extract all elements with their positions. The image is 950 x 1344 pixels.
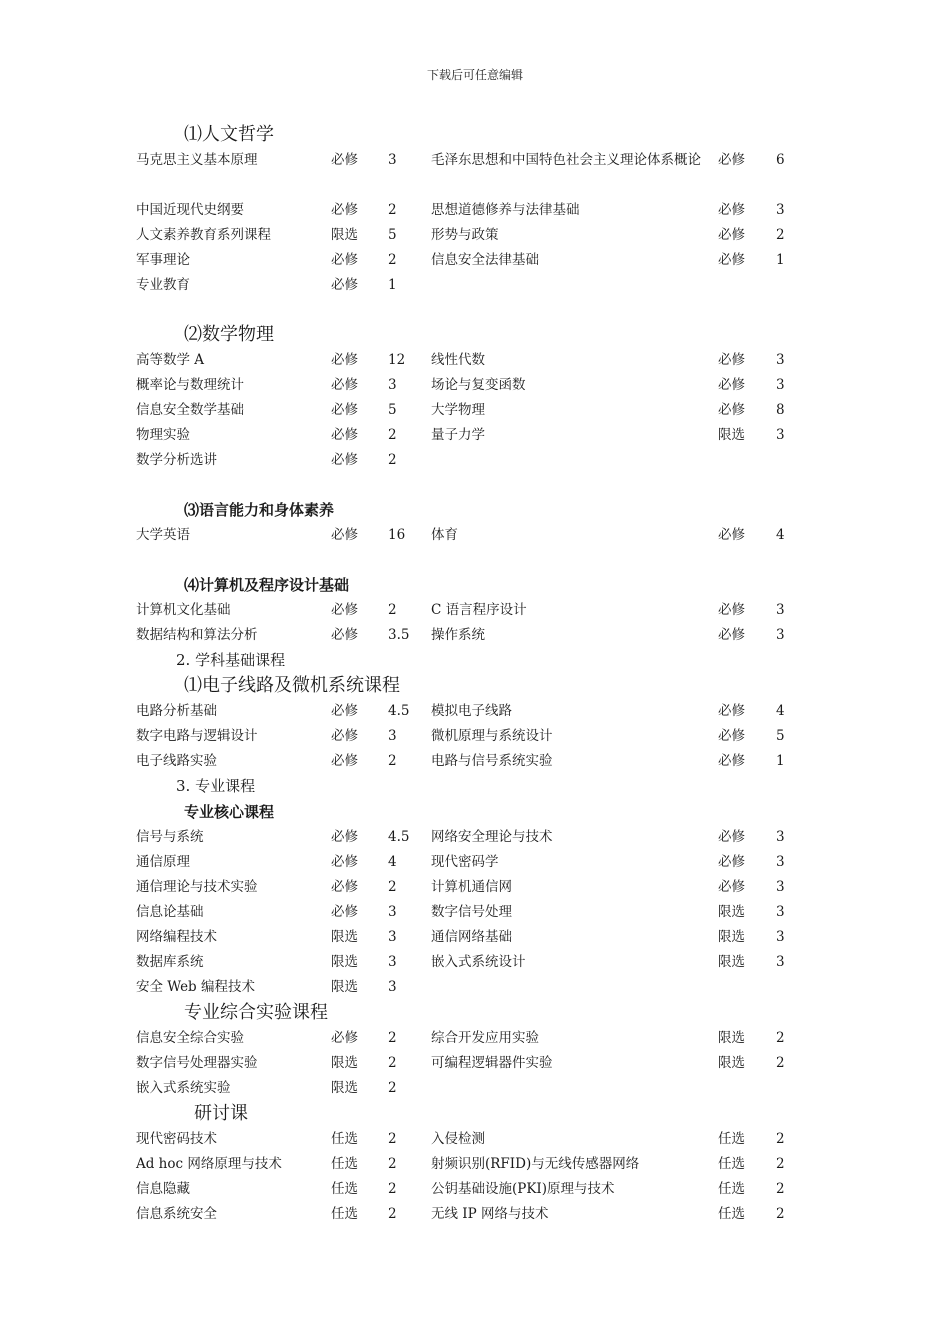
course-type: 限选 <box>331 1080 358 1096</box>
course-type: 必修 <box>718 728 745 744</box>
course-credits: 4 <box>776 527 785 543</box>
course-name: 信息系统安全 <box>136 1206 217 1222</box>
course-type: 必修 <box>718 602 745 618</box>
subsection-heading: ⑶语言能力和身体素养 <box>184 501 335 519</box>
course-credits: 2 <box>388 427 397 443</box>
course-type: 必修 <box>331 602 358 618</box>
course-name: 概率论与数理统计 <box>136 377 244 393</box>
course-type: 必修 <box>718 402 745 418</box>
course-credits: 3 <box>776 879 785 895</box>
course-credits: 3 <box>776 627 785 643</box>
course-type: 必修 <box>331 854 358 870</box>
course-type: 必修 <box>331 452 358 468</box>
course-name: 思想道德修养与法律基础 <box>431 202 580 218</box>
course-name: 现代密码技术 <box>136 1131 217 1147</box>
course-list <box>136 122 816 1227</box>
course-credits: 3 <box>388 728 397 744</box>
course-credits: 2 <box>776 1206 785 1222</box>
course-credits: 3 <box>776 427 785 443</box>
course-credits: 2 <box>388 452 397 468</box>
course-name: 安全 Web 编程技术 <box>136 979 255 995</box>
course-name: 无线 IP 网络与技术 <box>431 1206 549 1222</box>
course-name: 线性代数 <box>431 352 485 368</box>
course-type: 任选 <box>718 1206 745 1222</box>
course-credits: 2 <box>388 1080 397 1096</box>
course-name: 嵌入式系统实验 <box>136 1080 231 1096</box>
course-row <box>136 749 816 774</box>
course-name: 专业教育 <box>136 277 190 293</box>
course-name: 中国近现代史纲要 <box>136 202 244 218</box>
section-gap <box>136 473 816 497</box>
course-name: 信息隐藏 <box>136 1181 190 1197</box>
course-type: 必修 <box>718 829 745 845</box>
course-credits: 3 <box>388 904 397 920</box>
course-type: 必修 <box>331 703 358 719</box>
course-type: 必修 <box>718 202 745 218</box>
subsection-heading: ⑷计算机及程序设计基础 <box>184 576 350 594</box>
course-credits: 3 <box>776 202 785 218</box>
course-credits: 3 <box>776 854 785 870</box>
course-name: 可编程逻辑器件实验 <box>431 1055 553 1071</box>
course-row <box>136 248 816 273</box>
course-credits: 2 <box>388 1181 397 1197</box>
course-credits: 3.5 <box>388 627 410 643</box>
course-type: 任选 <box>331 1181 358 1197</box>
course-type: 必修 <box>718 352 745 368</box>
section-heading: 3. 专业课程 <box>176 777 256 795</box>
course-type: 必修 <box>718 753 745 769</box>
subsection-heading: 专业综合实验课程 <box>184 1002 328 1023</box>
course-credits: 2 <box>776 1030 785 1046</box>
course-row <box>136 448 816 473</box>
course-type: 必修 <box>331 728 358 744</box>
course-credits: 6 <box>776 152 785 168</box>
course-name: 计算机通信网 <box>431 879 512 895</box>
course-type: 限选 <box>718 427 745 443</box>
course-name: 人文素养教育系列课程 <box>136 227 271 243</box>
course-name: 物理实验 <box>136 427 190 443</box>
course-credits: 5 <box>776 728 785 744</box>
course-row <box>136 148 816 198</box>
course-name: 通信理论与技术实验 <box>136 879 258 895</box>
course-name: 数字电路与逻辑设计 <box>136 728 258 744</box>
course-type: 必修 <box>331 427 358 443</box>
course-credits: 3 <box>388 979 397 995</box>
course-name: 数学分析选讲 <box>136 452 217 468</box>
course-type: 任选 <box>718 1181 745 1197</box>
course-type: 限选 <box>331 954 358 970</box>
course-type: 限选 <box>718 954 745 970</box>
course-type: 必修 <box>331 202 358 218</box>
course-type: 限选 <box>718 929 745 945</box>
course-type: 任选 <box>718 1131 745 1147</box>
course-credits: 8 <box>776 402 785 418</box>
course-name: 微机原理与系统设计 <box>431 728 553 744</box>
course-name: 通信原理 <box>136 854 190 870</box>
subsection-heading: 专业核心课程 <box>184 803 275 821</box>
course-type: 任选 <box>718 1156 745 1172</box>
course-credits: 3 <box>776 602 785 618</box>
course-credits: 2 <box>388 252 397 268</box>
course-name: 嵌入式系统设计 <box>431 954 526 970</box>
course-credits: 5 <box>388 402 397 418</box>
course-credits: 2 <box>388 602 397 618</box>
course-row <box>136 950 816 975</box>
course-type: 任选 <box>331 1156 358 1172</box>
course-name: 马克思主义基本原理 <box>136 152 258 168</box>
course-credits: 1 <box>388 277 397 293</box>
course-credits: 2 <box>776 1156 785 1172</box>
course-credits: 3 <box>776 377 785 393</box>
course-credits: 3 <box>776 352 785 368</box>
course-name: 现代密码学 <box>431 854 499 870</box>
course-row <box>136 1051 816 1076</box>
course-name: 场论与复变函数 <box>431 377 526 393</box>
course-credits: 2 <box>776 1055 785 1071</box>
course-row <box>136 423 816 448</box>
course-credits: 2 <box>388 1030 397 1046</box>
course-name: 量子力学 <box>431 427 485 443</box>
course-row <box>136 1202 816 1227</box>
course-name: 体育 <box>431 527 458 543</box>
course-credits: 12 <box>388 352 406 368</box>
course-row <box>136 724 816 749</box>
subsection-heading: ⑴人文哲学 <box>184 124 274 145</box>
course-credits: 3 <box>776 954 785 970</box>
course-credits: 2 <box>776 1181 785 1197</box>
course-type: 必修 <box>718 703 745 719</box>
course-type: 必修 <box>331 352 358 368</box>
course-type: 必修 <box>718 227 745 243</box>
course-name: 操作系统 <box>431 627 485 643</box>
course-row <box>136 850 816 875</box>
course-type: 必修 <box>718 252 745 268</box>
course-name: C 语言程序设计 <box>431 602 527 618</box>
course-type: 必修 <box>331 627 358 643</box>
course-type: 必修 <box>718 879 745 895</box>
course-row <box>136 875 816 900</box>
course-name: 数字信号处理器实验 <box>136 1055 258 1071</box>
course-row <box>136 1026 816 1051</box>
course-name: 信息论基础 <box>136 904 204 920</box>
course-name: 信息安全数学基础 <box>136 402 244 418</box>
course-type: 限选 <box>718 904 745 920</box>
course-type: 限选 <box>331 1055 358 1071</box>
course-type: 必修 <box>331 527 358 543</box>
course-type: 必修 <box>718 152 745 168</box>
course-name: 大学英语 <box>136 527 190 543</box>
course-name: 通信网络基础 <box>431 929 512 945</box>
course-type: 必修 <box>331 277 358 293</box>
course-type: 任选 <box>331 1131 358 1147</box>
course-type: 限选 <box>718 1030 745 1046</box>
course-credits: 2 <box>388 202 397 218</box>
course-credits: 2 <box>388 1206 397 1222</box>
course-row <box>136 198 816 223</box>
course-credits: 1 <box>776 753 785 769</box>
course-row <box>136 523 816 548</box>
course-type: 必修 <box>331 152 358 168</box>
course-type: 必修 <box>331 402 358 418</box>
course-name: 毛泽东思想和中国特色社会主义理论体系概论 <box>431 152 701 168</box>
course-row <box>136 975 816 1000</box>
course-row <box>136 1127 816 1152</box>
course-type: 必修 <box>718 627 745 643</box>
course-name: 数据结构和算法分析 <box>136 627 258 643</box>
subsection-heading: ⑵数学物理 <box>184 324 274 345</box>
course-name: 高等数学 A <box>136 352 205 368</box>
course-name: 计算机文化基础 <box>136 602 231 618</box>
section-gap <box>136 298 816 322</box>
course-row <box>136 273 816 298</box>
section-heading: 2. 学科基础课程 <box>176 651 286 669</box>
course-name: 电路与信号系统实验 <box>431 753 553 769</box>
course-type: 必修 <box>718 854 745 870</box>
course-credits: 1 <box>776 252 785 268</box>
course-credits: 4.5 <box>388 829 410 845</box>
course-type: 必修 <box>718 377 745 393</box>
course-credits: 3 <box>388 152 397 168</box>
course-credits: 2 <box>388 753 397 769</box>
course-name: 模拟电子线路 <box>431 703 512 719</box>
course-name: 射频识别(RFID)与无线传感器网络 <box>431 1156 640 1172</box>
course-credits: 4 <box>776 703 785 719</box>
course-name: Ad hoc 网络原理与技术 <box>136 1156 282 1172</box>
course-type: 任选 <box>331 1206 358 1222</box>
course-type: 限选 <box>331 979 358 995</box>
subsection-heading: 研讨课 <box>194 1103 248 1124</box>
course-type: 必修 <box>718 527 745 543</box>
course-name: 电路分析基础 <box>136 703 217 719</box>
course-name: 军事理论 <box>136 252 190 268</box>
course-name: 信息安全综合实验 <box>136 1030 244 1046</box>
page-header: 下载后可任意编辑 <box>426 68 523 82</box>
course-name: 数据库系统 <box>136 954 204 970</box>
course-name: 数字信号处理 <box>431 904 512 920</box>
course-credits: 2 <box>388 1055 397 1071</box>
course-row <box>136 1152 816 1177</box>
course-credits: 3 <box>388 377 397 393</box>
course-name: 入侵检测 <box>431 1131 485 1147</box>
course-type: 必修 <box>331 377 358 393</box>
course-type: 必修 <box>331 252 358 268</box>
course-type: 必修 <box>331 1030 358 1046</box>
section-gap <box>136 548 816 572</box>
course-credits: 5 <box>388 227 397 243</box>
course-credits: 2 <box>776 227 785 243</box>
course-type: 必修 <box>331 879 358 895</box>
course-type: 必修 <box>331 753 358 769</box>
course-credits: 2 <box>388 879 397 895</box>
course-row <box>136 900 816 925</box>
course-row <box>136 598 816 623</box>
course-row <box>136 1177 816 1202</box>
course-credits: 4.5 <box>388 703 410 719</box>
course-row <box>136 348 816 373</box>
course-name: 信息安全法律基础 <box>431 252 539 268</box>
course-row <box>136 699 816 724</box>
course-credits: 3 <box>776 904 785 920</box>
course-name: 网络编程技术 <box>136 929 217 945</box>
course-type: 限选 <box>331 929 358 945</box>
course-credits: 3 <box>776 929 785 945</box>
course-row <box>136 623 816 648</box>
course-name: 电子线路实验 <box>136 753 217 769</box>
course-name: 综合开发应用实验 <box>431 1030 539 1046</box>
course-row <box>136 373 816 398</box>
course-name: 公钥基础设施(PKI)原理与技术 <box>431 1181 615 1197</box>
course-credits: 2 <box>388 1156 397 1172</box>
course-credits: 4 <box>388 854 397 870</box>
course-credits: 3 <box>388 929 397 945</box>
course-name: 网络安全理论与技术 <box>431 829 553 845</box>
subsection-heading: ⑴电子线路及微机系统课程 <box>184 675 400 696</box>
course-type: 必修 <box>331 829 358 845</box>
course-type: 限选 <box>718 1055 745 1071</box>
course-credits: 2 <box>388 1131 397 1147</box>
course-row <box>136 825 816 850</box>
course-credits: 3 <box>388 954 397 970</box>
course-type: 限选 <box>331 227 358 243</box>
course-row <box>136 925 816 950</box>
course-credits: 2 <box>776 1131 785 1147</box>
course-type: 必修 <box>331 904 358 920</box>
course-credits: 16 <box>388 527 406 543</box>
course-credits: 3 <box>776 829 785 845</box>
course-row <box>136 398 816 423</box>
course-row <box>136 1076 816 1101</box>
course-name: 大学物理 <box>431 402 485 418</box>
course-row <box>136 223 816 248</box>
course-name: 形势与政策 <box>431 227 499 243</box>
course-name: 信号与系统 <box>136 829 204 845</box>
